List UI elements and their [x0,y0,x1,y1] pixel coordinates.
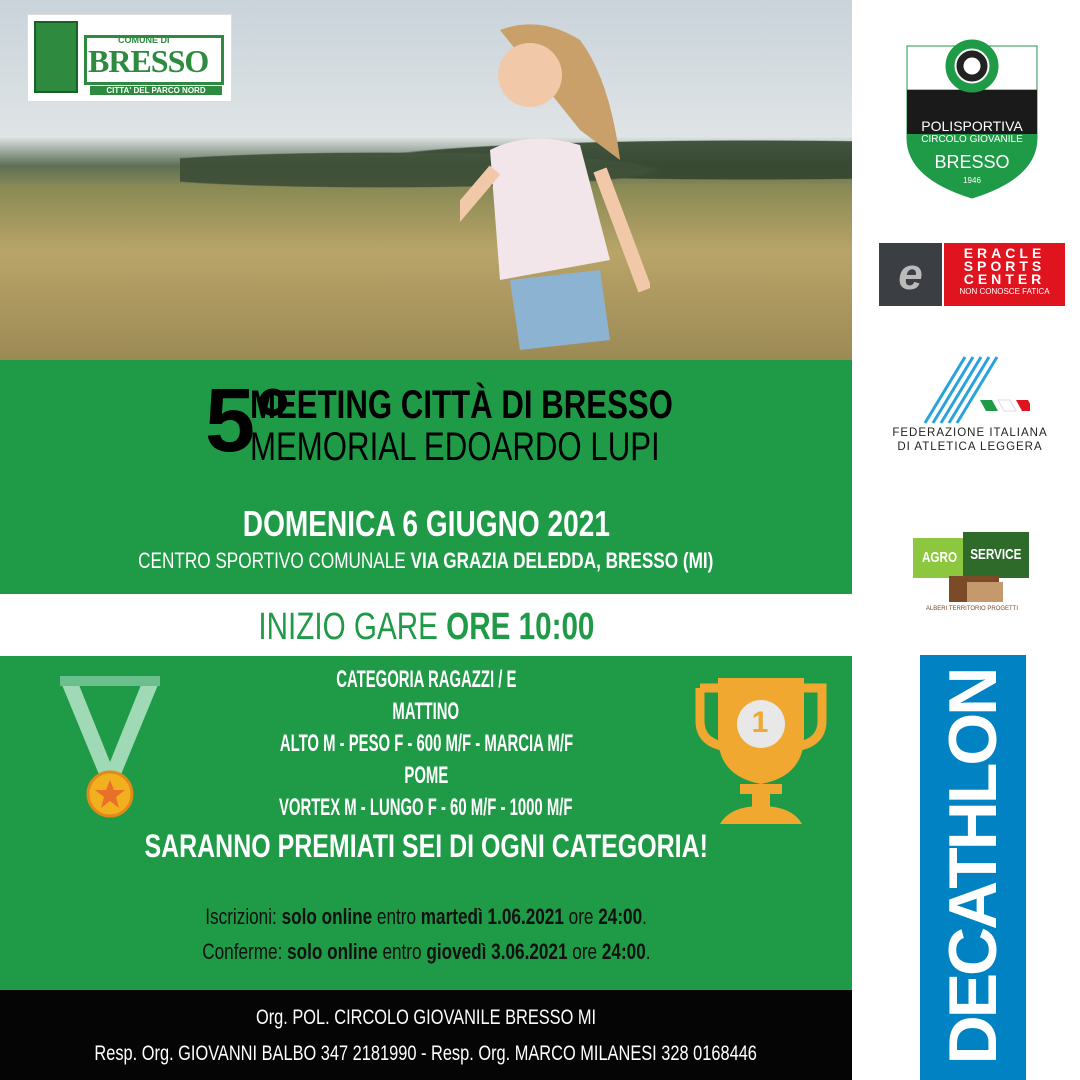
edition-number: 5° [205,371,292,471]
running-girl-image [460,20,650,360]
confirmation-text: Conferme: solo online entro giovedì 3.06.2021 ore 24:00. [201,939,651,964]
program-category: CATEGORIA RAGAZZI / E [335,666,517,693]
start-time: INIZIO GARE ORE 10:00 [257,606,595,648]
registration-text: Iscrizioni: solo online entro martedì 1.06.2021 ore 24:00. [205,904,647,929]
event-date: DOMENICA 6 GIUGNO 2021 [242,503,610,544]
eracle-sports-center-logo: e ERACLE SPORTS CENTER NON CONOSCE FATICA [879,243,1065,306]
comune-label: COMUNE DI [118,35,170,45]
polisportiva-logo: POLISPORTIVA CIRCOLO GIOVANILE BRESSO 1946 [905,28,1039,200]
agro-service-logo: AGRO SERVICE ALBERI TERRITORIO PROGETTI [913,532,1031,618]
program-afternoon-events: VORTEX M - LUNGO F - 60 M/F - 1000 M/F [279,794,573,821]
trophy-number: 1 [751,706,769,739]
fidal-logo: FEDERAZIONE ITALIANA DI ATLETICA LEGGERA [880,355,1060,455]
venue: CENTRO SPORTIVO COMUNALE VIA GRAZIA DELEDDA, BRESSO (MI) [138,548,714,573]
comune-tagline: CITTA' DEL PARCO NORD [90,86,222,95]
awards-text: SARANNO PREMIATI SEI DI OGNI CATEGORIA! [144,828,708,864]
footer-band [0,990,852,1080]
comune-name: BRESSO [88,43,209,79]
program-morning-events: ALTO M - PESO F - 600 M/F - MARCIA M/F [279,730,573,757]
title-line1: MEETING CITTÀ DI BRESSO [250,383,673,427]
comune-di-bresso-logo [27,14,232,102]
program-morning-label: MATTINO [392,698,460,725]
organizer: Org. POL. CIRCOLO GIOVANILE BRESSO MI [255,1006,597,1029]
contacts: Resp. Org. GIOVANNI BALBO 347 2181990 - Resp. Org. MARCO MILANESI 328 0168446 [94,1042,758,1065]
title-line2: MEMORIAL EDOARDO LUPI [250,425,660,469]
decathlon-logo: DECATHLON [920,655,1026,1080]
program-afternoon-label: POME [404,762,448,789]
